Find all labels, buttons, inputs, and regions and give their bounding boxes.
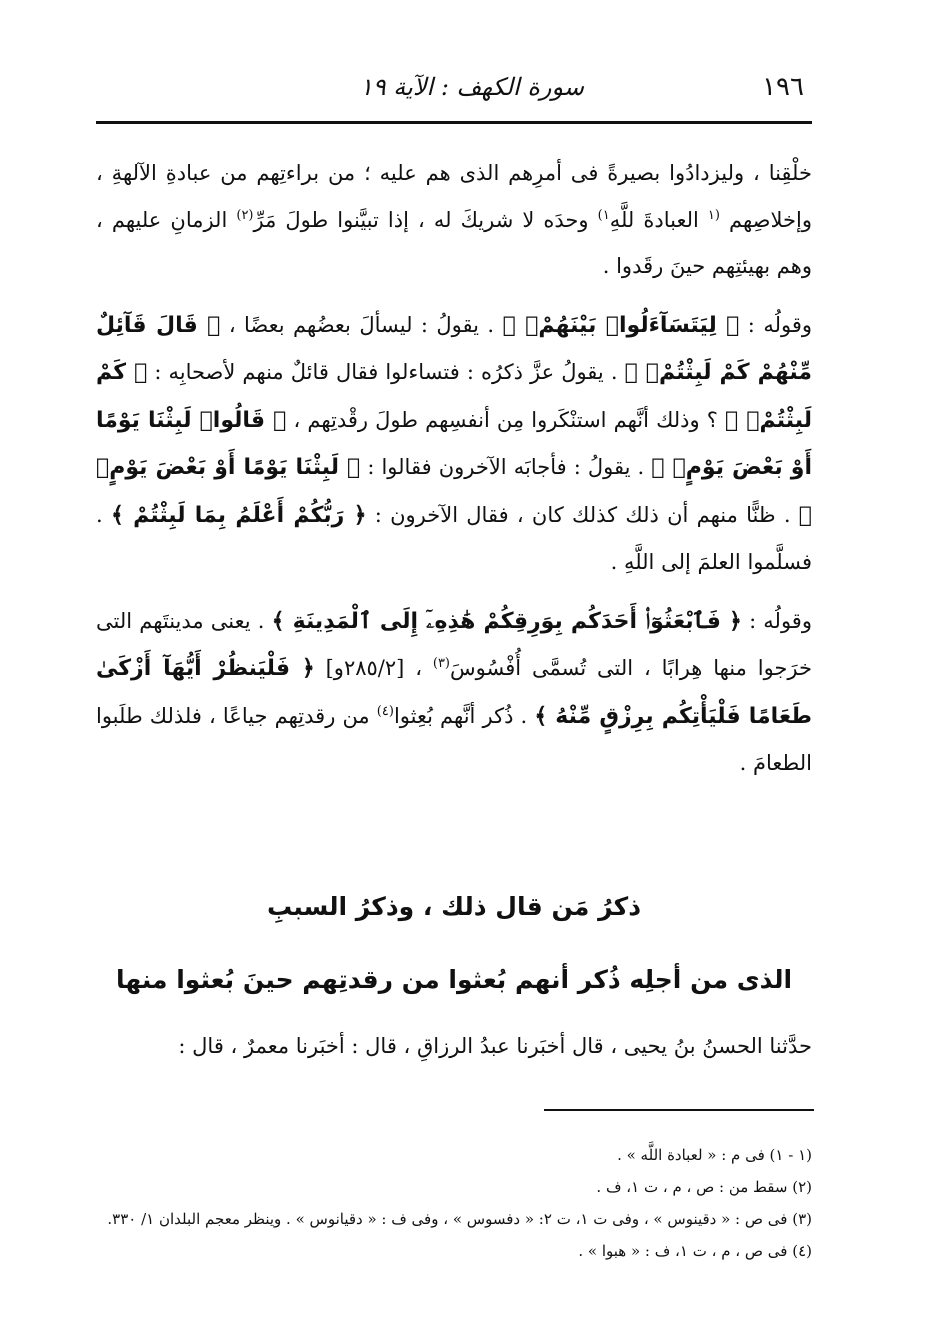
text-run: الزمانِ عليهم ، وهم بهيئتِهم حينَ رقَدوا . <box>96 207 812 278</box>
text-run: خلْقِنا ، وليزدادُوا بصيرةً فى أمرِهم الذى هم عليه ؛ من براءتِهم من عبادةِ الآلهةِ ، وإخلاصِهم <box>96 161 812 232</box>
footnotes <box>96 1139 812 1267</box>
text-run: العبادةَ للَّهِ <box>609 207 708 232</box>
footnote-ref-3: (٣) <box>432 656 450 671</box>
footnote-ref-4: (٤) <box>376 703 394 719</box>
page-number: ١٩٦ <box>762 72 804 102</box>
text-run: . يقولُ عزَّ ذكرُه : فتساءلوا فقال قائلٌ منهم لأصحابِه : <box>147 360 625 384</box>
page-header <box>96 62 812 112</box>
text-run: وقولُه : <box>741 608 812 633</box>
text-run: . فسلَّموا العلمَ إلى اللَّهِ . <box>96 502 812 574</box>
footnote-1: (١ - ١) فى م : « لعبادة اللَّه » . <box>617 1146 812 1164</box>
isnad-line: حدَّثنا الحسنُ بنُ يحيى ، قال أخبَرنا عبدُ الرزاقِ ، قال : أخبَرنا معمرٌ ، قال : <box>178 1034 812 1058</box>
main-text <box>96 150 812 787</box>
text-run: . ذُكر أنَّهم بُعِثوا <box>393 703 535 728</box>
text-run: وقولُه : <box>739 312 812 337</box>
footnote-3: (٣) فى ص : « دقينوس » ، وفى ت ١، ت ٢: « دفسوس » ، وفى ف : « دقيانوس » . وينظر معجم البلدان ١/ ٣٣٠. <box>107 1210 812 1228</box>
text-run: ، [٢٨٥/٢و] <box>314 656 433 680</box>
text-run: ؟ وذلك أنَّهم استنْكَروا مِن أنفسِهم طولَ رقْدتِهم ، <box>286 407 726 432</box>
footnote-rule <box>544 1109 814 1111</box>
quran-quote: ﴿ لِيَتَسَآءَلُوا۟ بَيْنَهُمْۚ ﴾ <box>502 312 740 338</box>
text-run: . يقولُ : ليسألَ بعضُهم بعضًا ، <box>220 312 503 337</box>
footnote-ref-2: (٢) <box>236 207 254 223</box>
section-heading-1: ذكرُ مَن قال ذلك ، وذكرُ السببِ <box>266 892 642 921</box>
footnote-2: (٢) سقط من : ص ، م ، ت ١، ف . <box>596 1178 812 1196</box>
quran-quote: ﴿ رَبُّكُمْ أَعْلَمُ بِمَا لَبِثْتُمْ ﴾ <box>110 502 367 528</box>
quran-quote: ﴿ قَالَ قَآئِلٌ مِّنْهُمْ كَمْ لَبِثْتُمْۖ ﴾ <box>96 312 812 385</box>
footnote-4: (٤) فى ص ، م ، ت ١، ف : « هبوا » . <box>578 1242 812 1260</box>
paragraph-2 <box>96 302 812 586</box>
paragraph-1 <box>96 150 812 290</box>
text-run: وحدَه لا شريكَ له ، إذا تبيَّنوا طولَ مَرِّ <box>253 207 598 232</box>
quran-quote: ﴿ قَالُوا۟ لَبِثْنَا يَوْمًا أَوْ بَعْضَ يَوْمٍۚ ﴾ <box>96 407 813 480</box>
text-run: . يعنى مدينتَهم التى خرَجوا منها هِرابًا ، التى تُسمَّى أُفْسُوسَ <box>96 608 812 680</box>
quran-quote: ﴿ كَمْ لَبِثْتُمْۖ ﴾ <box>96 360 812 433</box>
paragraph-3 <box>96 598 812 787</box>
quran-quote: ﴿ فَلْيَنظُرْ أَيُّهَآ أَزْكَىٰ طَعَامًا فَلْيَأْتِكُم بِرِزْقٍ مِّنْهُ ﴾ <box>96 656 812 729</box>
footnote-ref-1-end: ١) <box>597 207 610 223</box>
text-run: . يقولُ : فأجابَه الآخرون فقالوا : <box>360 455 652 479</box>
section-heading-2: الذى من أجلِه ذُكر أنهم بُعثوا من رقدتِهم حينَ بُعثوا منها <box>115 965 793 994</box>
quran-quote: ﴿ فَٱبْعَثُوٓا۟ أَحَدَكُم بِوَرِقِكُمْ هَٰذِهِۦٓ إِلَى ٱلْمَدِينَةِ ﴾ <box>271 608 742 634</box>
quran-quote: ﴿ لَبِثْنَا يَوْمًا أَوْ بَعْضَ يَوْمٍۚ ﴾ <box>96 455 812 528</box>
text-run: . ظنًّا منهم أن ذلك كذلك كان ، فقال الآخرون : <box>366 502 799 527</box>
text-run: من رقدتِهم جياعًا ، فلذلك طلَبوا الطعامَ . <box>96 703 812 775</box>
running-title: سورة الكهف : الآية ١٩ <box>359 73 584 101</box>
footnote-ref-1-start: (١ <box>707 207 720 223</box>
header-rule <box>96 121 812 124</box>
